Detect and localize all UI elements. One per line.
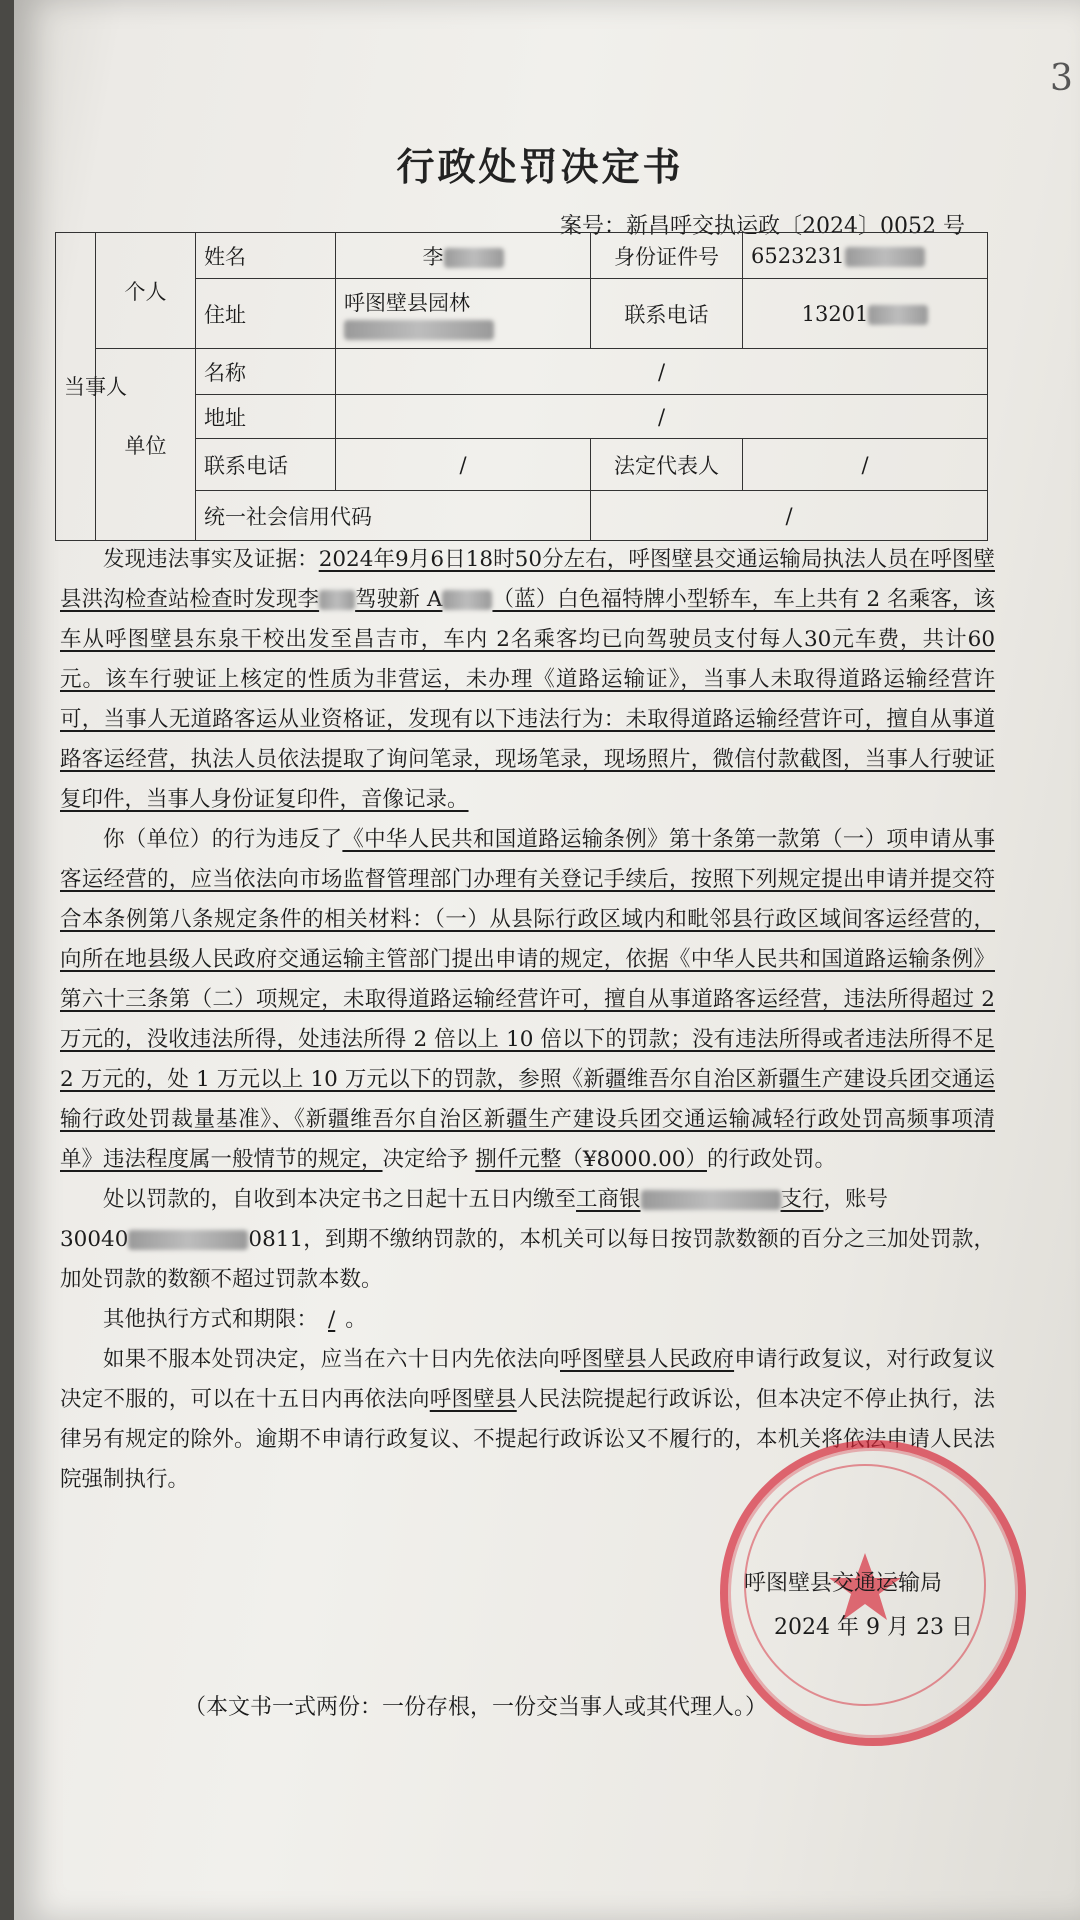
unit-name-value: / bbox=[336, 349, 988, 395]
address-value: 呼图壁县园林 bbox=[336, 279, 591, 349]
page-corner-mark: 3 bbox=[1050, 58, 1073, 99]
id-label: 身份证件号 bbox=[591, 233, 743, 279]
credit-code-value: / bbox=[591, 491, 988, 541]
issue-date: 2024 年 9 月 23 日 bbox=[774, 1615, 973, 1640]
document-title: 行政处罚决定书 bbox=[396, 145, 684, 189]
redaction-mark bbox=[444, 248, 504, 268]
copies-note: （本文书一式两份：一份存根，一份交当事人或其代理人。） bbox=[184, 1695, 768, 1720]
appeal-paragraph: 如果不服本处罚决定，应当在六十日内先依法向呼图壁县人民政府申请行政复议，对行政复议决定不服的，可以在十五日内再依法向呼图壁县人民法院提起行政诉讼，但本决定不停止执行，法律另有规定的除外。逾期不申请行政复议、不提起行政诉讼又不履行的，本机关将依法申请人民法院强制执行。 bbox=[60, 1347, 995, 1492]
phone-value: 13201 bbox=[743, 279, 988, 349]
phone-label: 联系电话 bbox=[591, 279, 743, 349]
facts-paragraph: 发现违法事实及证据：2024年9月6日18时50分左右，呼图壁县交通运输局执法人员在呼图壁县洪沟检查站检查时发现李 驾驶新 A （蓝）白色福特牌小型轿车，车上共有 2 名乘客，该车从呼图壁县东泉干校出发至昌吉市，车内 2名乘客均已向驾驶员支付每人30元车费，共计60元。该车行驶证上核定的性质为非营运，未办理《道路运输证》，当事人未取得道路运输经营许可，当事人无道路客运从业资格证，发现有以下违法行为：未取得道路运输经营许可，擅自从事道路客运经营，执法人员依法提取了询问笔录，现场笔录，现场照片，微信付款截图，当事人行驶证复印件，当事人身份证复印件，音像记录。 bbox=[60, 547, 995, 812]
redaction-mark bbox=[868, 305, 928, 325]
redaction-mark bbox=[845, 247, 925, 267]
unit-name-label: 名称 bbox=[196, 349, 336, 395]
violation-paragraph: 你（单位）的行为违反了《中华人民共和国道路运输条例》第十条第一款第（一）项申请从事客运经营的，应当依法向市场监督管理部门办理有关登记手续后，按照下列规定提出申请并提交符合本条例第八条规定条件的相关材料：（一）从县际行政区域内和毗邻县行政区域间客运经营的，向所在地县级人民政府交通运输主管部门提出申请的规定，依据《中华人民共和国道路运输条例》第六十三条第（二）项规定，未取得道路运输经营许可，擅自从事道路客运经营，违法所得超过 2 万元的，没收违法所得，处违法所得 2 倍以上 10 倍以下的罚款；没有违法所得或者违法所得不足 2 万元的，处 1 万元以上 10 万元以下的罚款，参照《新疆维吾尔自治区新疆生产建设兵团交通运输行政处罚裁量基准》、《新疆维吾尔自治区新疆生产建设兵团交通运输减轻行政处罚高频事项清单》违法程度属一般情节的规定，决定给予 捌仟元整（¥8000.00）的行政处罚。 bbox=[60, 827, 995, 1172]
legal-rep-label: 法定代表人 bbox=[591, 439, 743, 491]
payment-paragraph: 处以罚款的，自收到本决定书之日起十五日内缴至工商银 支行，账号 30040 0811，到期不缴纳罚款的，本机关可以每日按罚款数额的百分之三加处罚款，加处罚款的数额不超过罚款本数。 bbox=[60, 1187, 995, 1292]
party-info-table bbox=[55, 232, 988, 541]
unit-phone-value: / bbox=[336, 439, 591, 491]
unit-label: 单位 bbox=[96, 349, 196, 541]
unit-phone-label: 联系电话 bbox=[196, 439, 336, 491]
unit-address-value: / bbox=[336, 395, 988, 439]
name-label: 姓名 bbox=[196, 233, 336, 279]
legal-rep-value: / bbox=[743, 439, 988, 491]
other-execution-paragraph: 其他执行方式和期限： / 。 bbox=[103, 1307, 367, 1332]
credit-code-label: 统一社会信用代码 bbox=[196, 491, 591, 541]
decision-body bbox=[60, 540, 995, 1500]
individual-label: 个人 bbox=[96, 233, 196, 349]
redaction-mark bbox=[344, 320, 494, 340]
case-number: 案号：新昌呼交执运政〔2024〕0052 号 bbox=[560, 214, 965, 239]
name-value: 李 bbox=[336, 233, 591, 279]
party-label: 当事人 bbox=[56, 233, 96, 541]
unit-address-label: 地址 bbox=[196, 395, 336, 439]
issuing-authority: 呼图壁县交通运输局 bbox=[744, 1571, 943, 1596]
id-value: 6523231 bbox=[743, 233, 988, 279]
address-label: 住址 bbox=[196, 279, 336, 349]
